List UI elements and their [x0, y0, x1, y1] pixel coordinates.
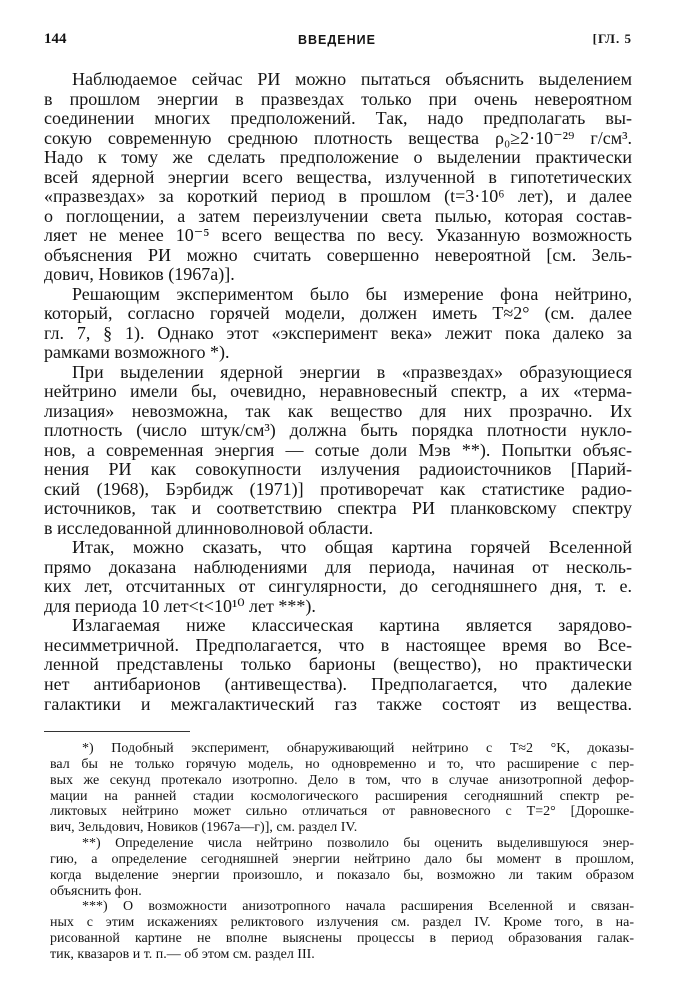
text-line: который, согласно горячей модели, должен иметь T≈2° (см. далее: [44, 303, 632, 324]
footnote-line: *) Подобный эксперимент, обнаруживающий нейтрино с T≈2 °K, доказы-: [82, 741, 634, 756]
footnote-line: тик, квазаров и т. п.— об этом см. раздел III.: [50, 946, 315, 962]
text-line: нов, а современная энергия — сотые доли Мэв **). Попытки объяс-: [44, 439, 632, 460]
footnote-line: мации на ранней стадии космологического расширения сегодняшний спектр ре-: [50, 788, 634, 804]
text-line: плотность (число штук/см³) должна быть порядка плотности нукло-: [44, 420, 632, 441]
text-line: Наблюдаемое сейчас РИ можно пытаться объяснить выделением: [72, 69, 632, 89]
text-line: «празвездах» за короткий период в прошлом (t=3·10⁶ лет), и далее: [44, 186, 632, 207]
text-line: ский (1968), Бэрбидж (1971)] противоречат как статистике радио-: [44, 478, 632, 499]
text-line: Решающим экспериментом было бы измерение фона нейтрино,: [72, 283, 632, 304]
footnote-line: рисованной картине не вполне выяснены процессы в период образования галак-: [50, 931, 634, 947]
main-text: [44, 70, 632, 714]
text-line: ких лет, отсчитанных от сингулярности, до сегодняшнего дня, т. е.: [44, 576, 632, 597]
page-number: 144: [44, 31, 67, 47]
footnote-line: ных с этим искажениях реликтового излучения см. раздел IV. Кроме того, в на-: [50, 915, 634, 931]
text-line: дович, Новиков (1967а)].: [44, 264, 235, 285]
text-line: источников, так и соответствию спектра РИ планковскому спектру: [44, 498, 632, 519]
text-line: Надо к тому же сделать предположение о выделении практически: [44, 147, 632, 168]
text-line: ляет не менее 10⁻⁵ всего вещества по весу. Указанную возможность: [44, 225, 632, 246]
text-line: прямо доказана наблюдениями для периода, начиная от несколь-: [44, 556, 632, 577]
footnote-line: вых же секунд протекало изотропно. Дело в том, что в случае анизотропной дефор-: [50, 772, 634, 788]
text-line: галактики и межгалактический газ также состоят из вещества.: [44, 693, 632, 714]
text-line: соединении многих предположений. Так, надо предполагать вы-: [44, 108, 632, 129]
footnotes: [50, 741, 634, 963]
text-line: Излагаемая ниже классическая картина является зарядово-: [72, 615, 632, 636]
text-line: всей ядерной энергии всего вещества, излученной в гипотетических: [44, 166, 632, 187]
text-line: в исследованной длинноволновой области.: [44, 517, 374, 538]
text-line: о поглощении, а затем переизлучении света пылью, которая состав-: [44, 205, 632, 226]
text-line: нейтрино имели бы, очевидно, неравновесный спектр, а их «терма-: [44, 381, 632, 402]
footnote-separator: [44, 731, 190, 732]
text-line: гл. 7, § 1). Однако этот «эксперимент века» лежит пока далеко за: [44, 322, 632, 343]
text-line: лизация» невозможна, так как вещество для них прозрачно. Их: [44, 400, 632, 421]
text-line: сокую современную среднюю плотность вещества ρ₀≥2·10⁻²⁹ г/см³.: [44, 127, 632, 148]
footnote-line: когда выделение энергии произошло, и показало бы, возможно ли таким образом: [50, 867, 634, 883]
text-line: в прошлом энергии в празвездах только при очень невероятном: [44, 88, 632, 109]
footnote-line: вич, Зельдович, Новиков (1967а—г)], см. раздел IV.: [50, 820, 358, 836]
text-line: Итак, можно сказать, что общая картина горячей Вселенной: [72, 537, 632, 558]
text-line: нет антибарионов (антивещества). Предполагается, что далекие: [44, 673, 632, 694]
footnote-line: **) Определение числа нейтрино позволило бы оценить выделившуюся энер-: [82, 836, 634, 852]
footnote-line: ***) О возможности анизотропного начала расширения Вселенной и связан-: [82, 899, 634, 915]
text-line: нения РИ как совокупности излучения радиоисточников [Парий-: [44, 459, 632, 480]
text-line: ленной представлены только барионы (вещество), но практически: [44, 654, 632, 675]
chapter-label: [ГЛ. 5: [592, 31, 632, 46]
text-line: рамками возможного *).: [44, 342, 230, 363]
text-line: несимметричной. Предполагается, что в настоящее время во Все-: [44, 634, 632, 655]
footnote-line: объяснить фон.: [50, 883, 142, 899]
text-line: объяснения РИ можно считать совершенно невероятной [см. Зель-: [44, 244, 632, 265]
footnote-line: гию, а определение сегодняшней энергии нейтрино дало бы момент в прошлом,: [50, 851, 634, 867]
text-line: для периода 10 лет<t<10¹⁰ лет ***).: [44, 595, 316, 616]
running-title: ВВЕДЕНИЕ: [298, 33, 376, 47]
footnote-line: вал бы не только горячую модель, но одновременно и то, что расширение с пер-: [50, 756, 634, 772]
footnote-line: ликтовых нейтрино может сильно отличаться от равновесного с T=2° [Дорошке-: [50, 804, 634, 820]
text-line: При выделении ядерной энергии в «празвездах» образующиеся: [72, 361, 632, 382]
